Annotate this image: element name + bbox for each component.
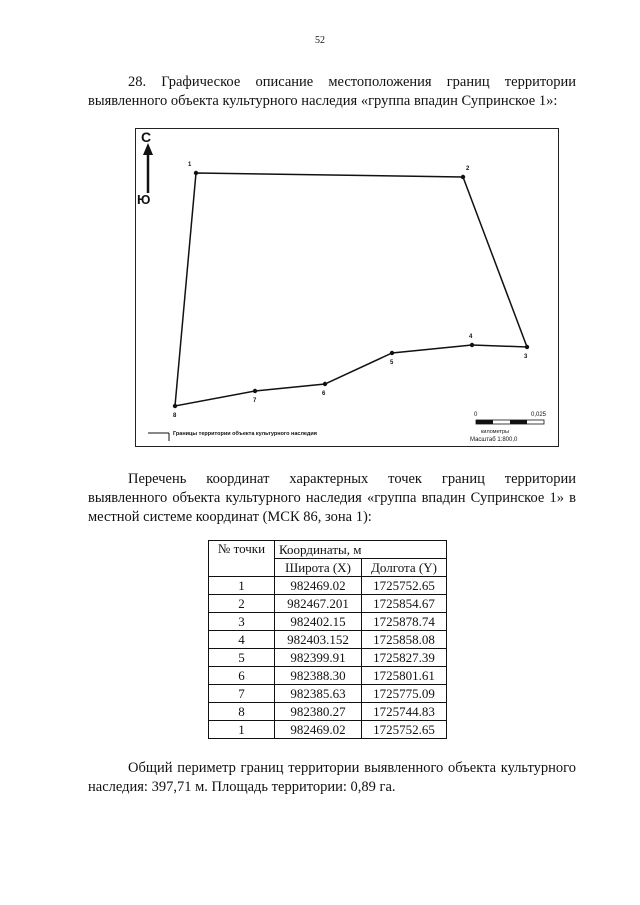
cell-longitude: 1725858.08 (362, 631, 447, 649)
cell-longitude: 1725878.74 (362, 613, 447, 631)
vertex-4 (470, 343, 474, 347)
table-row (209, 577, 447, 595)
vertex-2 (461, 175, 465, 179)
cell-latitude: 982403.152 (275, 631, 362, 649)
cell-latitude: 982402.15 (275, 613, 362, 631)
cell-longitude: 1725752.65 (362, 721, 447, 739)
boundary-map (135, 128, 559, 447)
table-header-row (209, 541, 447, 559)
map-drawing (136, 129, 560, 448)
scale-unit-label: километры (481, 429, 509, 435)
vertex-6 (323, 382, 327, 386)
cell-point-number: 2 (209, 595, 275, 613)
compass-north-label: С (141, 129, 152, 145)
vertex-label-6: 6 (322, 391, 326, 397)
table-body (209, 577, 447, 739)
cell-latitude: 982399.91 (275, 649, 362, 667)
cell-point-number: 4 (209, 631, 275, 649)
cell-point-number: 5 (209, 649, 275, 667)
cell-latitude: 982388.30 (275, 667, 362, 685)
scale-start-label: 0 (474, 412, 478, 418)
cell-latitude: 982385.63 (275, 685, 362, 703)
cell-latitude: 982469.02 (275, 577, 362, 595)
cell-longitude: 1725752.65 (362, 577, 447, 595)
summary-text: Общий периметр границ территории выявленного объекта культурного наследия: 397,71 м. Площадь территории: 0,89 га. (88, 760, 576, 795)
vertex-3 (525, 345, 529, 349)
vertex-label-2: 2 (466, 166, 470, 172)
vertex-label-4: 4 (469, 334, 473, 340)
table-row (209, 703, 447, 721)
cell-longitude: 1725775.09 (362, 685, 447, 703)
cell-point-number: 8 (209, 703, 275, 721)
cell-latitude: 982469.02 (275, 721, 362, 739)
boundary-line (175, 173, 527, 406)
vertex-1 (194, 171, 198, 175)
scale-ratio-label: Масштаб 1:800,0 (470, 437, 518, 443)
vertex-7 (253, 389, 257, 393)
table-row (209, 721, 447, 739)
table-row (209, 613, 447, 631)
legend-label: Границы территории объекта культурного наследия (173, 431, 318, 437)
section-heading-paragraph (88, 73, 576, 111)
cell-point-number: 7 (209, 685, 275, 703)
vertex-label-5: 5 (390, 360, 394, 366)
header-point-number: № точки (209, 541, 275, 577)
summary-paragraph (88, 759, 576, 797)
vertex-label-8: 8 (173, 413, 177, 419)
cell-point-number: 1 (209, 577, 275, 595)
header-latitude: Широта (X) (275, 559, 362, 577)
vertex-label-3: 3 (524, 354, 528, 360)
cell-longitude: 1725801.61 (362, 667, 447, 685)
cell-longitude: 1725854.67 (362, 595, 447, 613)
cell-latitude: 982380.27 (275, 703, 362, 721)
header-coordinates: Координаты, м (275, 541, 447, 559)
vertex-8 (173, 404, 177, 408)
coordinates-intro-paragraph (88, 470, 576, 527)
vertex-label-1: 1 (188, 162, 192, 168)
table-row (209, 595, 447, 613)
page-number: 52 (315, 35, 325, 46)
cell-point-number: 3 (209, 613, 275, 631)
list-intro-text: Перечень координат характерных точек границ территории выявленного объекта культурного наследия «группа впадин Супринское 1» в местной системе координат (МСК 86, зона 1): (88, 471, 576, 525)
table-row (209, 667, 447, 685)
table-row (209, 631, 447, 649)
cell-longitude: 1725744.83 (362, 703, 447, 721)
section-text: 28. Графическое описание местоположения границ территории выявленного объекта культурного наследия «группа впадин Супринское 1»: (88, 74, 576, 109)
table-row (209, 685, 447, 703)
cell-latitude: 982467.201 (275, 595, 362, 613)
vertex-5 (390, 351, 394, 355)
cell-point-number: 1 (209, 721, 275, 739)
scale-end-label: 0,025 (531, 412, 547, 418)
header-longitude: Долгота (Y) (362, 559, 447, 577)
cell-longitude: 1725827.39 (362, 649, 447, 667)
coordinates-table (208, 540, 447, 739)
table-row (209, 649, 447, 667)
compass-south-label: Ю (137, 192, 151, 207)
vertex-label-7: 7 (253, 398, 257, 404)
cell-point-number: 6 (209, 667, 275, 685)
